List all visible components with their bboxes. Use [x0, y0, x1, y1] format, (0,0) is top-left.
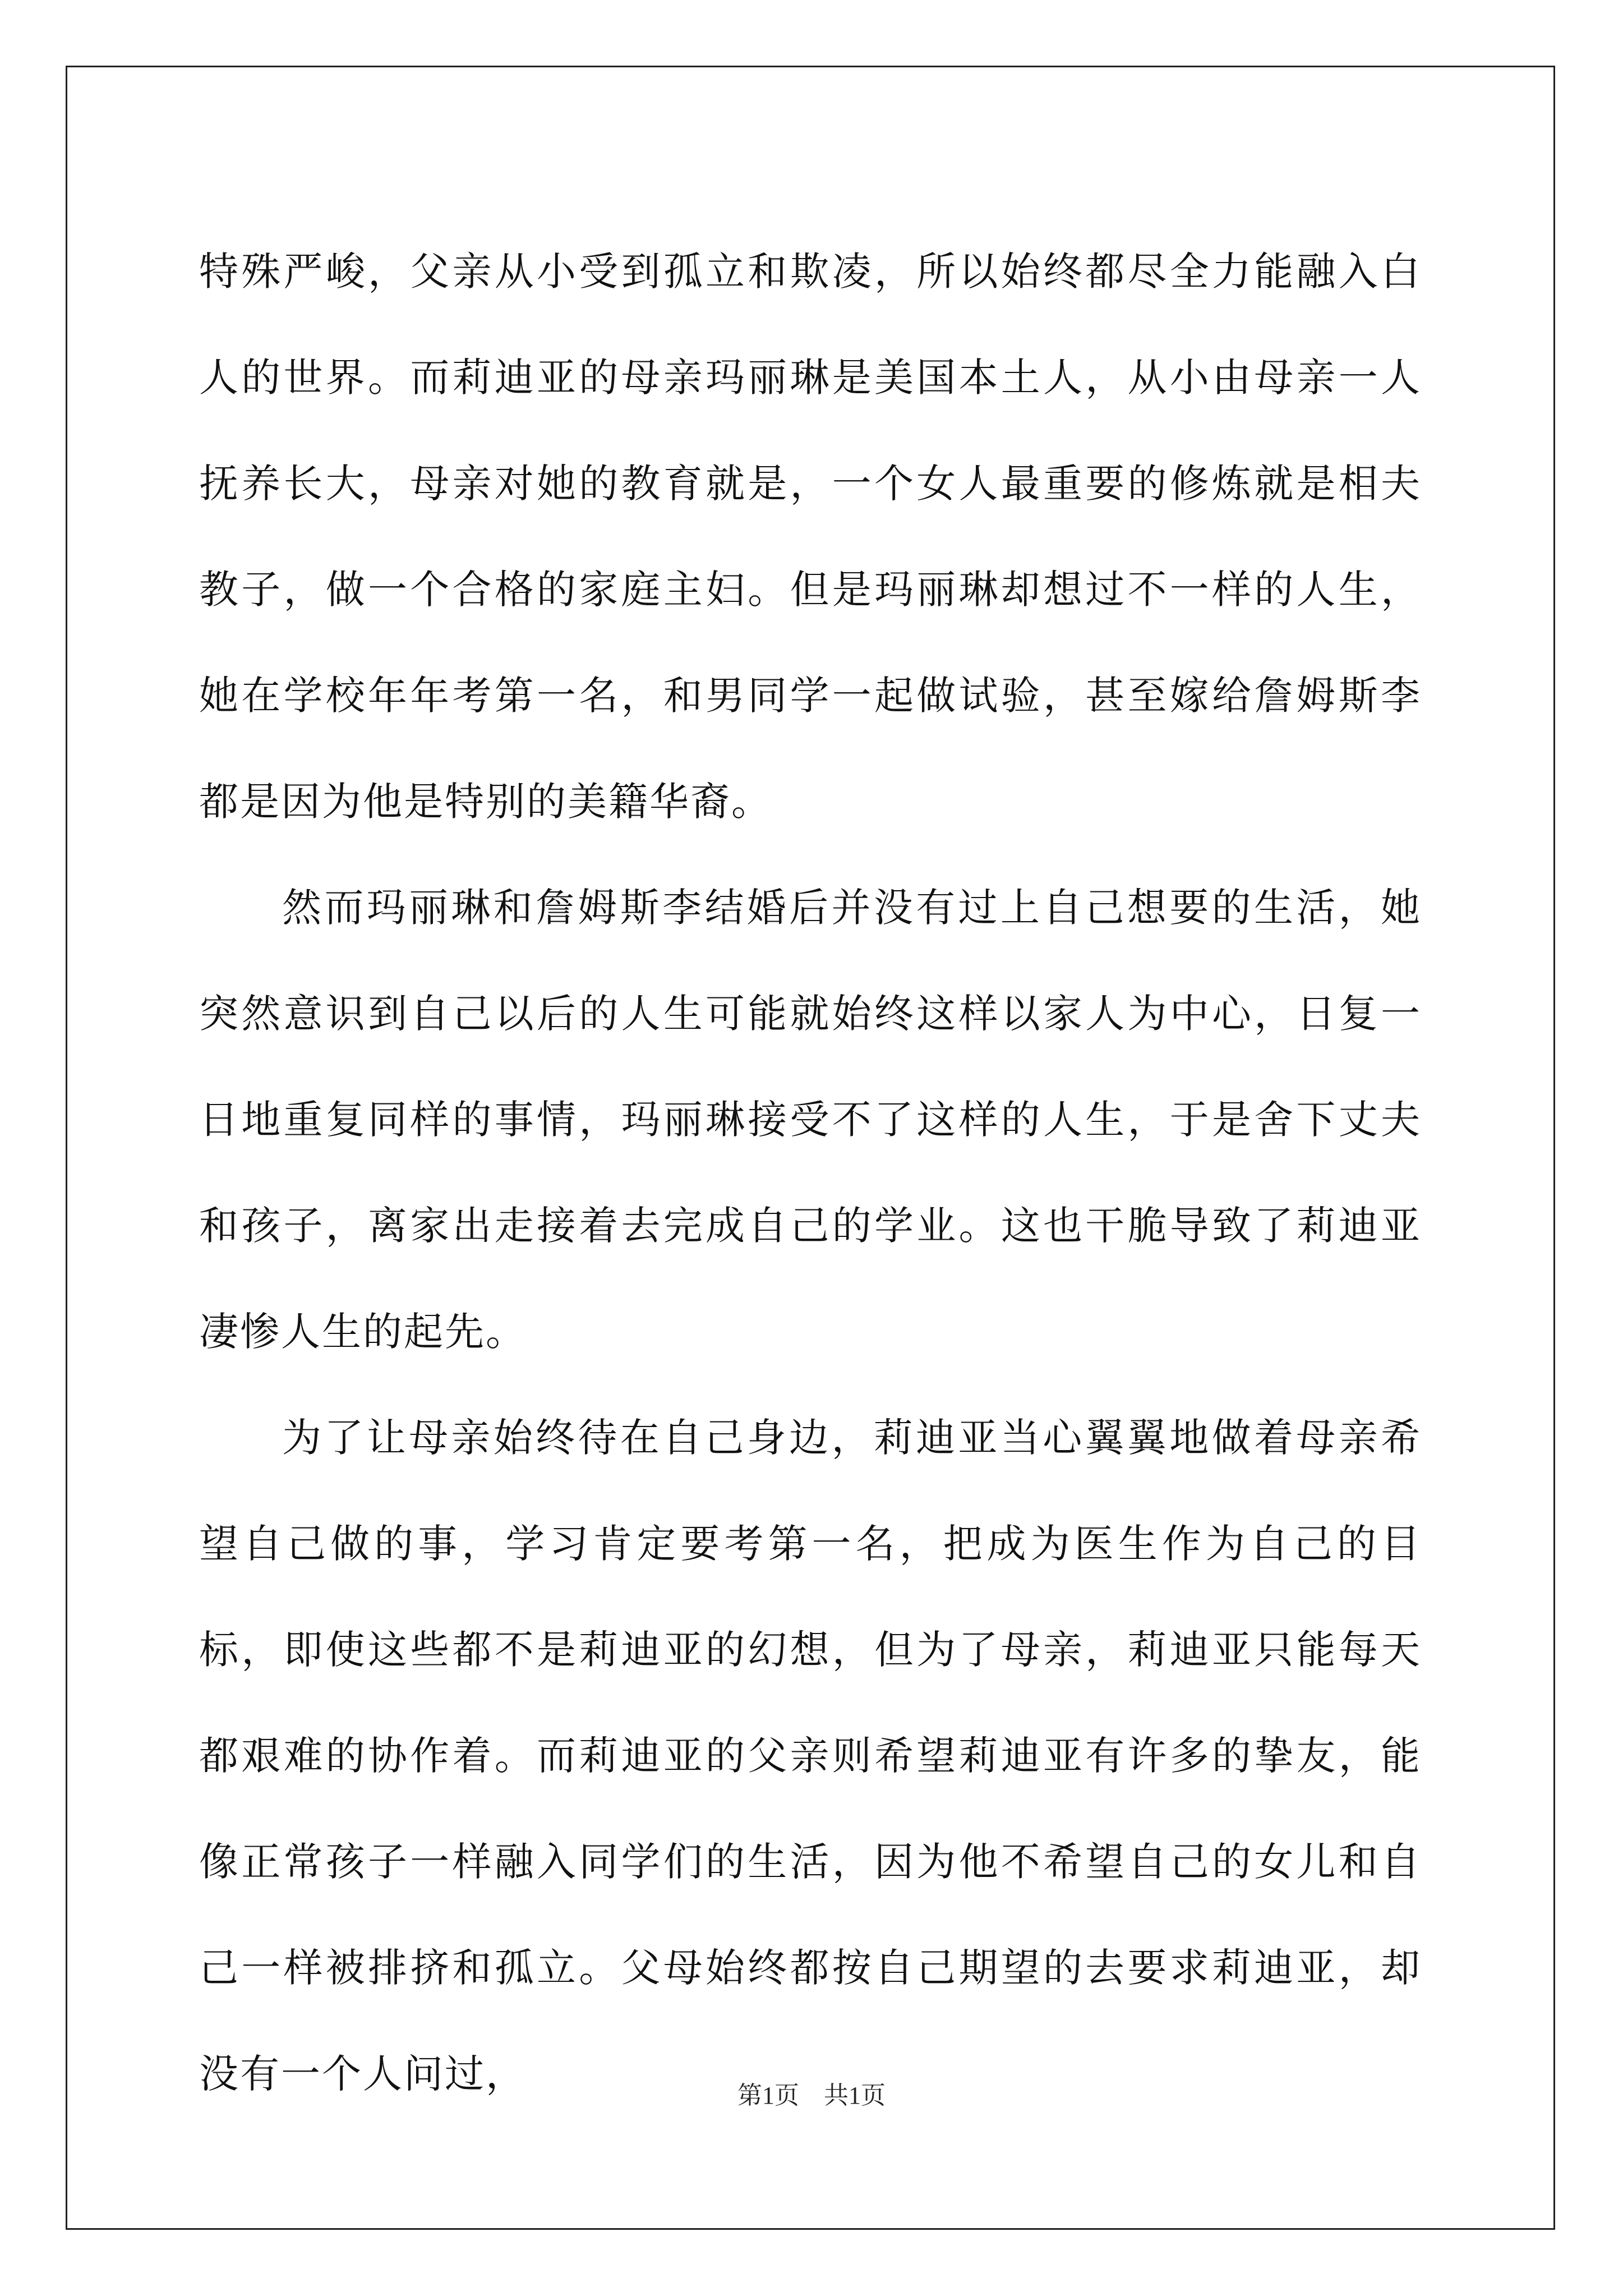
page-number-footer: 第1页 共1页 [737, 2082, 886, 2109]
paragraph-1: 特殊严峻，父亲从小受到孤立和欺凌，所以始终都尽全力能融入白人的世界。而莉迪亚的母亲玛丽琳是美国本土人，从小由母亲一人抚养长大，母亲对她的教育就是，一个女人最重要的修炼就是相夫教子，做一个合格的家庭主妇。但是玛丽琳却想过不一样的人生，她在学校年年考第一名，和男同学一起做试验，甚至嫁给詹姆斯李都是因为他是特别的美籍华裔。 [199, 249, 1422, 825]
document-body [199, 219, 1422, 2127]
paragraph-2: 然而玛丽琳和詹姆斯李结婚后并没有过上自己想要的生活，她突然意识到自己以后的人生可能就始终这样以家人为中心，日复一日地重复同样的事情，玛丽琳接受不了这样的人生，于是舍下丈夫和孩子，离家出走接着去完成自己的学业。这也干脆导致了莉迪亚凄惨人生的起先。 [199, 885, 1422, 1355]
paragraph-3: 为了让母亲始终待在自己身边，莉迪亚当心翼翼地做着母亲希望自己做的事，学习肯定要考第一名，把成为医生作为自己的目标，即使这些都不是莉迪亚的幻想，但为了母亲，莉迪亚只能每天都艰难的协作着。而莉迪亚的父亲则希望莉迪亚有许多的挚友，能像正常孩子一样融入同学们的生活，因为他不希望自己的女儿和自己一样被排挤和孤立。父母始终都按自己期望的去要求莉迪亚，却没有一个人问过， [199, 1415, 1422, 2097]
